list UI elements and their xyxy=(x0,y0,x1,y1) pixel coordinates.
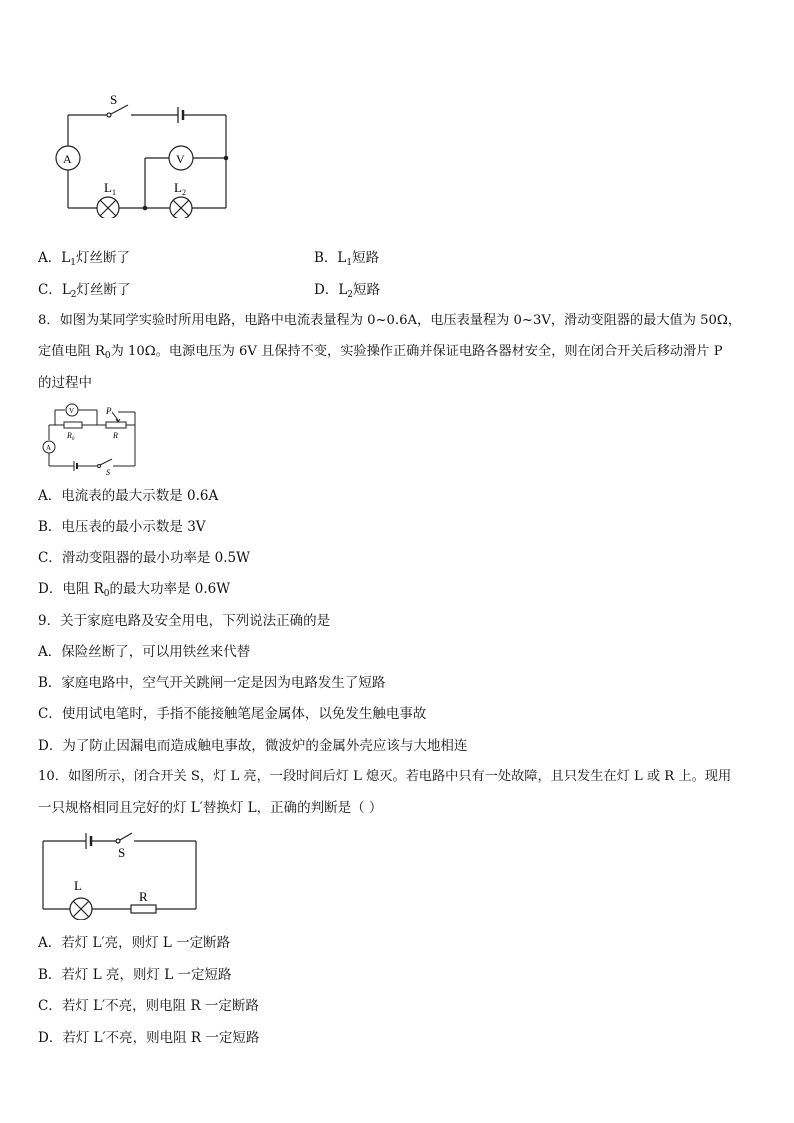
q8-voltmeter-label: V xyxy=(69,407,75,415)
q7-option-d[interactable]: D．$L_2$短路 xyxy=(314,282,381,300)
q8-option-b[interactable]: B．电压表的最小示数是 3V xyxy=(38,519,206,535)
q8-switch-label: S xyxy=(106,468,110,475)
q8-stem-line1: 8．如图为某同学实验时所用电路，电路中电流表量程为 0~0.6A，电压表量程为 0~3V，滑动变阻器的最大值为 50Ω， xyxy=(38,313,742,328)
q8-stem-line2: 定值电阻 $R_0$为 10Ω。电源电压为 6V 且保持不变，实验操作正确并保证电路各器材安全，则在闭合开关后移动滑片 P xyxy=(38,344,723,361)
q10-stem-line2: 一只规格相同且完好的灯 L′替换灯 L，正确的判断是（ ） xyxy=(38,800,383,816)
q7-lamp2-label: $L_2$ xyxy=(174,180,186,197)
q10-lamp-label: L xyxy=(74,878,82,893)
q9-option-d[interactable]: D．为了防止因漏电而造成触电事故，微波炉的金属外壳应该与大地相连 xyxy=(38,738,468,754)
q10-resistor-label: R xyxy=(139,889,148,904)
q10-option-c[interactable]: C．若灯 L′不亮，则电阻 R 一定断路 xyxy=(38,998,259,1014)
q8-option-a[interactable]: A．电流表的最大示数是 0.6A xyxy=(38,488,219,504)
q8-r-label: R xyxy=(113,431,118,440)
q8-slider-label: P xyxy=(106,406,112,416)
q9-option-b[interactable]: B．家庭电路中，空气开关跳闸一定是因为电路发生了短路 xyxy=(38,675,386,691)
q8-stem-line3: 的过程中 xyxy=(38,375,92,391)
q7-ammeter-label: A xyxy=(63,152,72,166)
q8-r0-label: $R_0$ xyxy=(67,431,75,442)
q10-switch-label: S xyxy=(118,845,126,860)
q10-option-d[interactable]: D．若灯 L′不亮，则电阻 R 一定短路 xyxy=(38,1030,260,1046)
q8-circuit-diagram xyxy=(40,400,145,475)
q9-stem: 9．关于家庭电路及安全用电，下列说法正确的是 xyxy=(38,613,331,629)
q8-ammeter-label: A xyxy=(46,444,52,452)
q7-option-a[interactable]: A．$L_1$灯丝断了 xyxy=(38,250,130,268)
q7-voltmeter-label: V xyxy=(176,152,185,166)
q9-option-c[interactable]: C．使用试电笔时，手指不能接触笔尾金属体，以免发生触电事故 xyxy=(38,706,427,722)
q10-option-b[interactable]: B．若灯 L 亮，则灯 L 一定短路 xyxy=(38,967,232,983)
q8-option-d[interactable]: D．电阻 $R_0$的最大功率是 0.6W xyxy=(38,581,231,599)
q9-option-a[interactable]: A．保险丝断了，可以用铁丝来代替 xyxy=(38,644,251,660)
q7-lamp1-label: $L_1$ xyxy=(104,180,116,197)
q7-circuit-diagram xyxy=(50,88,240,218)
q7-switch-label: S xyxy=(110,92,118,107)
q7-option-c[interactable]: C．$L_2$灯丝断了 xyxy=(38,282,131,300)
q10-stem-line1: 10．如图所示，闭合开关 S，灯 L 亮，一段时间后灯 L 熄灭。若电路中只有一处故障，且只发生在灯 L 或 R 上。现用 xyxy=(38,769,732,784)
q10-option-a[interactable]: A．若灯 L′亮，则灯 L 一定断路 xyxy=(38,935,231,951)
q7-option-b[interactable]: B．$L_1$短路 xyxy=(314,250,380,268)
q10-circuit-diagram xyxy=(36,830,206,920)
q8-option-c[interactable]: C．滑动变阻器的最小功率是 0.5W xyxy=(38,550,250,566)
